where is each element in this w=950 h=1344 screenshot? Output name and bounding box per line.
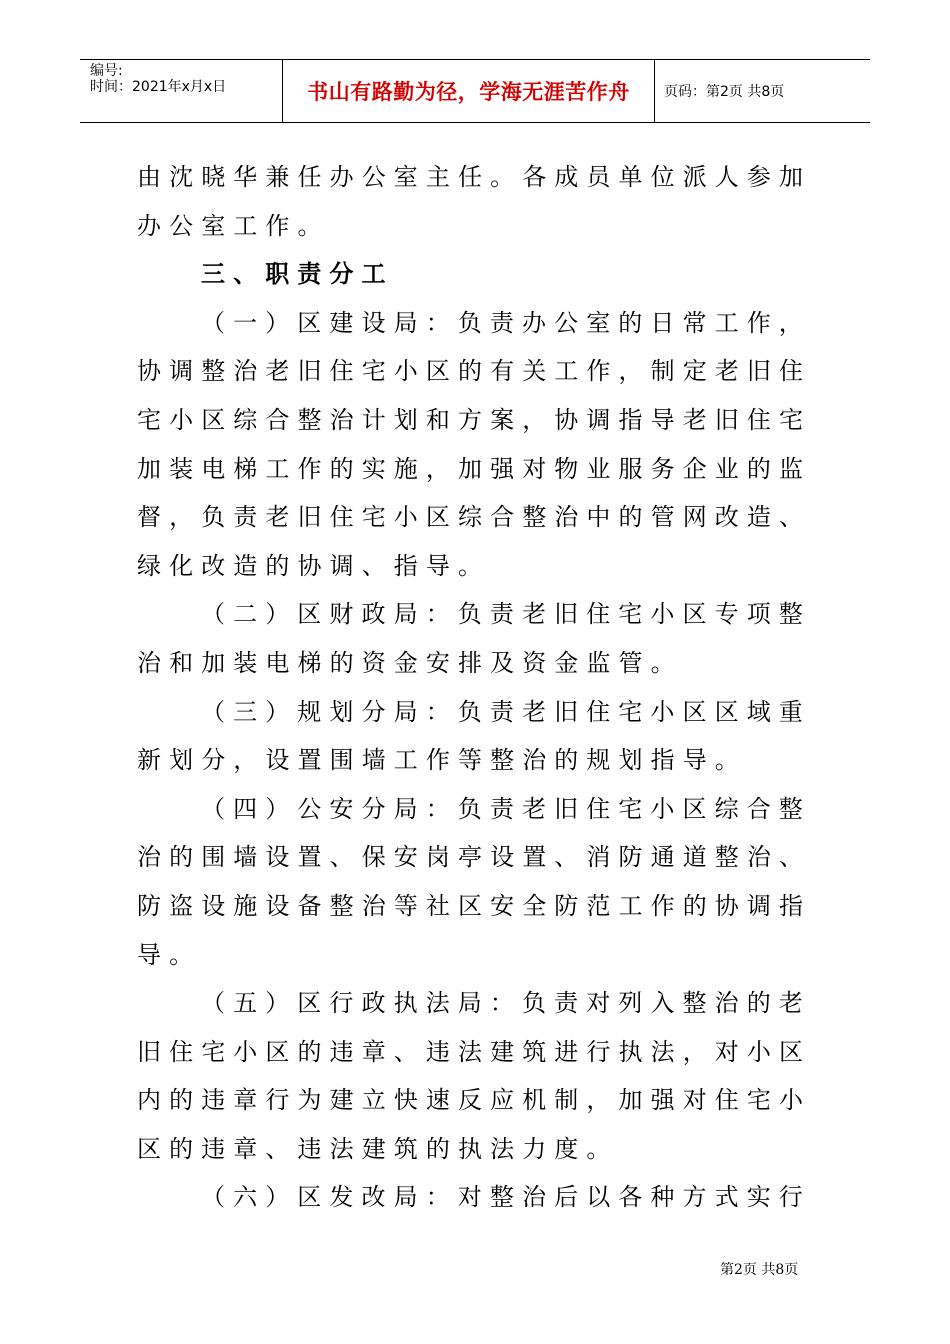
motto-text: 书山有路勤为径，学海无涯苦作舟 — [307, 80, 630, 104]
body-line: 协调整治老旧住宅小区的有关工作，制定老旧住 — [137, 357, 812, 386]
header-meta-cell — [80, 60, 283, 122]
header-page-cell — [655, 60, 870, 122]
body-line: 督，负责老旧住宅小区综合整治中的管网改造、 — [137, 503, 812, 532]
body-line: 区的违章、违法建筑的执法力度。 — [137, 1134, 619, 1163]
header-motto-cell — [283, 60, 655, 122]
body-line: （四）公安分局：负责老旧住宅小区综合整 — [201, 794, 811, 823]
body-line: 治的围墙设置、保安岗亭设置、消防通道整治、 — [137, 843, 812, 872]
body-line: 新划分，设置围墙工作等整治的规划指导。 — [137, 746, 747, 775]
header-page-info: 页码：第2页 共8页 — [664, 84, 785, 100]
footer-page-info: 第2页 共8页 — [720, 1262, 799, 1278]
document-body — [137, 153, 817, 1222]
section-heading: 三、职责分工 — [201, 259, 394, 289]
body-line: 导。 — [137, 940, 202, 969]
body-line: （一）区建设局：负责办公室的日常工作， — [201, 308, 811, 337]
body-line: 宅小区综合整治计划和方案，协调指导老旧住宅 — [137, 405, 812, 434]
body-line: （五）区行政执法局：负责对列入整治的老 — [201, 989, 811, 1018]
doc-number-label: 编号: — [90, 63, 123, 79]
body-line: 防盗设施设备整治等社区安全防范工作的协调指 — [137, 891, 812, 920]
body-line: 绿化改造的协调、指导。 — [137, 551, 491, 580]
page-header — [80, 59, 870, 123]
body-line: （二）区财政局：负责老旧住宅小区专项整 — [201, 600, 811, 629]
body-line: 由沈晓华兼任办公室主任。各成员单位派人参加 — [137, 163, 812, 191]
body-line: 办公室工作。 — [137, 211, 330, 240]
body-line: 旧住宅小区的违章、违法建筑进行执法，对小区 — [137, 1037, 812, 1066]
body-line: （六）区发改局：对整治后以各种方式实行 — [201, 1183, 811, 1212]
body-line: 加装电梯工作的实施，加强对物业服务企业的监 — [137, 454, 812, 483]
body-line: （三）规划分局：负责老旧住宅小区区域重 — [201, 697, 811, 726]
date-label: 时间：2021年x月x日 — [90, 79, 227, 95]
body-line: 治和加装电梯的资金安排及资金监管。 — [137, 648, 683, 677]
body-line: 内的违章行为建立快速反应机制，加强对住宅小 — [137, 1086, 812, 1115]
